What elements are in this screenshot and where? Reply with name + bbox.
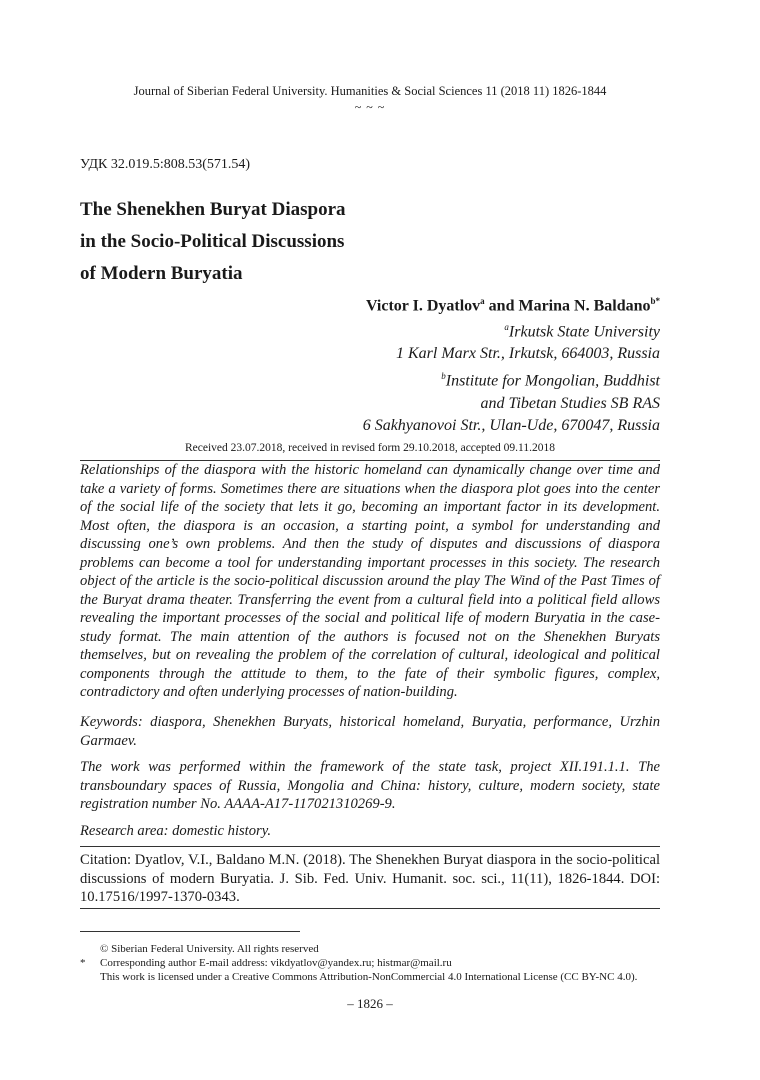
- title-line: The Shenekhen Buryat Diaspora: [80, 199, 346, 220]
- authors: [366, 296, 660, 315]
- abstract: Relationships of the diaspora with the historic homeland can dynamically change over time and take a variety of forms. Sometimes there are situations when the diaspora plot goes into the center of the social life of the society that lets it go, becoming an important factor in its development. Most often, the diaspora is an occasion, a starting point, a symbol for understanding and discussing one’s own problems. And then the study of disputes and discussions of diaspora problems can become a tool for understanding important processes in this society. The research object of the article is the socio-political discussion around the play The Wind of the Past Times of the Buryat drama theater. Transferring the event from a cultural field into a political field allows revealing the important processes of the social and political life of modern Buryatia in the case-study format. The main attention of the authors is focused not on the Shenekhen Buryats themselves, but on revealing the problem of the correlation of cultural, ideological and political components through the attitude to them, to the fate of their symbolic figures, complex, contradictory and often underlying processes of nation-building.: [80, 462, 660, 700]
- title-line: of Modern Buryatia: [80, 263, 243, 284]
- title-line: in the Socio-Political Discussions: [80, 231, 345, 252]
- citation: Citation: Dyatlov, V.I., Baldano M.N. (2018). The Shenekhen Buryat diaspora in the socio-political discussions of modern Buryatia. J. Sib. Fed. Univ. Humanit. soc. sci., 11(11), 1826-1844. DOI: 10.17516/1997-1370-0343.: [80, 852, 660, 905]
- received-dates: Received 23.07.2018, received in revised form 29.10.2018, accepted 09.11.2018: [184, 442, 556, 454]
- affiliation-b-address: 6 Sakhyanovoi Str., Ulan-Ude, 670047, Russia: [362, 416, 660, 434]
- citation-bottom-rule: [80, 908, 660, 909]
- page-number: – 1826 –: [347, 996, 393, 1011]
- funding-note: The work was performed within the framework of the state task, project XII.191.1.1. The transboundary spaces of Russia, Mongolia and China: history, culture, modern society, state registration number No. AAAA-A17-117021310269-9.: [80, 759, 660, 812]
- author-conjunction: and: [484, 297, 519, 315]
- journal-header: Journal of Siberian Federal University. Humanities & Social Sciences 11 (2018 11) 1826-1844: [133, 84, 607, 98]
- affiliation-b-line2: and Tibetan Studies SB RAS: [480, 394, 660, 412]
- article-title: [80, 194, 346, 290]
- affiliation-a-address: 1 Karl Marx Str., Irkutsk, 664003, Russia: [396, 345, 660, 363]
- citation-top-rule: [80, 846, 660, 847]
- header-separator: ~ ~ ~: [354, 100, 386, 114]
- author-name: Marina N. Baldano: [518, 297, 651, 315]
- asterisk-mark: *: [80, 957, 86, 969]
- author-affil-mark: b*: [650, 296, 660, 306]
- research-area: Research area: domestic history.: [80, 823, 272, 839]
- footnote-rule: [80, 931, 300, 932]
- affiliation-b: $^b$Institute for Mongolian, Buddhist: [441, 371, 660, 390]
- udk-code: УДК 32.019.5:808.53(571.54): [80, 157, 251, 172]
- copyright-footnote: © Siberian Federal University. All rights reserved: [100, 943, 319, 955]
- author-affil-mark: a: [480, 296, 485, 306]
- author-name: Victor I. Dyatlov: [365, 297, 481, 315]
- keywords: Keywords: diaspora, Shenekhen Buryats, historical homeland, Buryatia, performance, Urzhin Garmaev.: [80, 714, 660, 749]
- affiliation-a: $^a$Irkutsk State University: [504, 322, 660, 341]
- affiliations: [363, 316, 660, 437]
- license-footnote: This work is licensed under a Creative Commons Attribution-NonCommercial 4.0 International License (CC BY-NC 4.0).: [100, 971, 638, 983]
- corresponding-footnote: * Corresponding author E-mail address: vikdyatlov@yandex.ru; histmar@mail.ru: [80, 957, 452, 969]
